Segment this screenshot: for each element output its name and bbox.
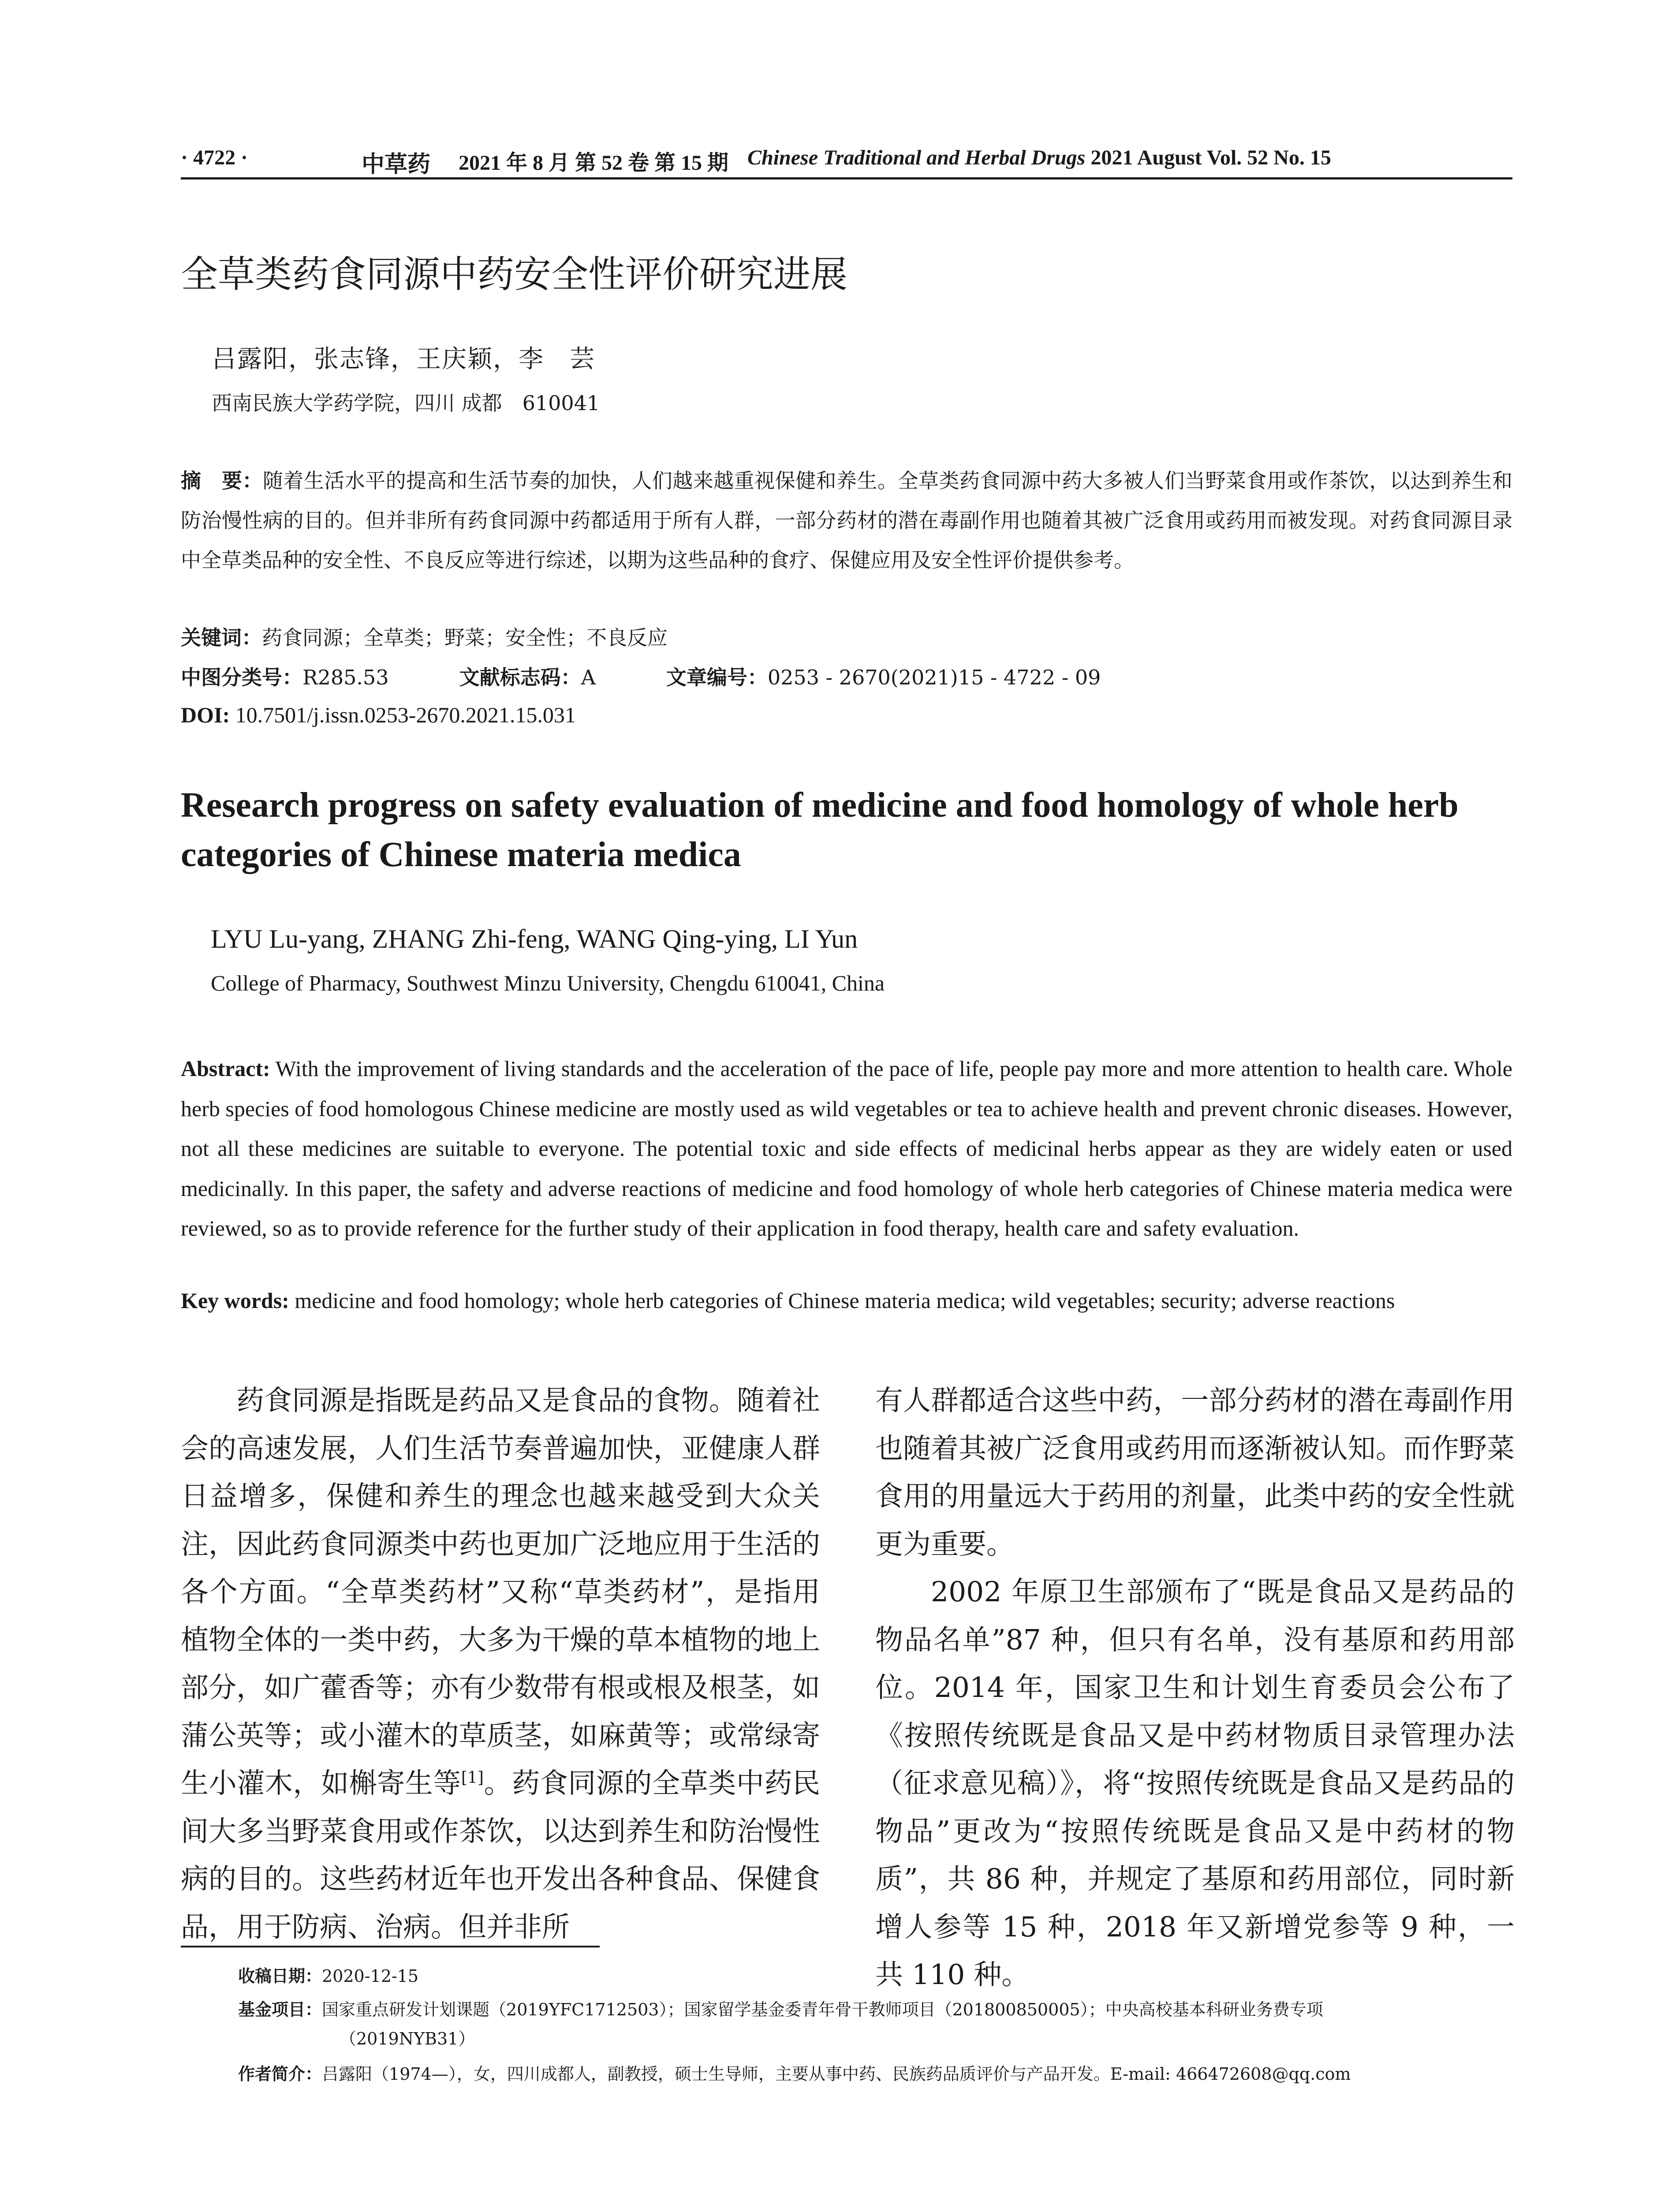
article-no-label: 文章编号：	[666, 665, 768, 689]
fund-value: 国家重点研发计划课题（2019YFC1712503）；国家留学基金委青年骨干教师项目（201800850005）；中央高校基本科研业务费专项	[322, 2000, 1323, 2019]
article-no-value: 0253 - 2670(2021)15 - 4722 - 09	[767, 665, 1101, 689]
abstract-en-text: With the improvement of living standards and the acceleration of the pace of life, people pay more and more attention to health care. Whole herb species of food homologous Chinese medicine are mostly used as wild vegetables or tea to achieve health and prevent chronic diseases. However, not all these medicines are suitable to everyone. The potential toxic and side effects of medicinal herbs appear as they are widely eaten or used medicinally. In this paper, the safety and adverse reactions of medicine and food homology of whole herb categories of Chinese materia medica were reviewed, so as to provide reference for the further study of their application in food therapy, health care and safety evaluation.	[181, 1056, 1512, 1241]
body-paragraph	[181, 1377, 820, 1951]
journal-issue-en	[747, 146, 1331, 170]
citation-ref[interactable]: [1]	[461, 1769, 484, 1787]
keywords-en-label: Key words:	[181, 1288, 289, 1313]
affiliation-en: College of Pharmacy, Southwest Minzu University, Chengdu 610041, China	[211, 971, 885, 995]
body-text: 。药食同源的全草类中药民间大多当野菜食用或作茶饮，以达到养生和防治慢性病的目的。这些药材近年也开发出各种食品、保健食品，用于防病、治病。但并非所	[181, 1767, 821, 1943]
received-label: 收稿日期：	[238, 1966, 322, 1986]
paper-title-cn: 全草类药食同源中药安全性评价研究进展	[181, 253, 848, 296]
fund-value-cont: （2019NYB31）	[340, 2029, 475, 2048]
abstract-cn-label: 摘 要：	[181, 469, 263, 493]
keywords-en	[181, 1288, 1512, 1313]
footnote-received	[238, 1962, 1517, 1991]
abstract-cn	[181, 461, 1512, 580]
clc-value: R285.53	[302, 665, 389, 689]
doi-row	[181, 702, 576, 728]
footnote-rule	[181, 1946, 600, 1947]
footnote-author	[238, 2059, 1517, 2089]
clc-label: 中图分类号：	[181, 665, 302, 689]
journal-name-cn: 中草药	[362, 152, 431, 177]
author-bio-label: 作者简介：	[238, 2064, 322, 2084]
keywords-en-text: medicine and food homology; whole herb categories of Chinese materia medica; wild vegetables; security; adverse reactions	[295, 1288, 1395, 1313]
page-number: · 4722 ·	[181, 146, 248, 169]
abstract-cn-text: 随着生活水平的提高和生活节奏的加快，人们越来越重视保健和养生。全草类药食同源中药大多被人们当野菜食用或作茶饮，以达到养生和防治慢性病的目的。但并非所有药食同源中药都适用于所有人群，一部分药材的潜在毒副作用也随着其被广泛食用或药用而被发现。对药食同源目录中全草类品种的安全性、不良反应等进行综述，以期为这些品种的食疗、保健应用及安全性评价提供参考。	[181, 469, 1512, 572]
footnote-fund	[238, 1995, 1517, 2053]
body-paragraph: 有人群都适合这些中药，一部分药材的潜在毒副作用也随着其被广泛食用或药用而逐渐被认知。而作野菜食用的用量远大于药用的剂量，此类中药的安全性就更为重要。	[875, 1384, 1515, 1560]
authors-cn: 吕露阳，张志锋，王庆颖，李 芸	[212, 345, 595, 374]
journal-name-en: Chinese Traditional and Herbal Drugs	[747, 146, 1086, 169]
running-header	[181, 146, 1512, 181]
authors-en: LYU Lu-yang, ZHANG Zhi-feng, WANG Qing-ying, LI Yun	[211, 924, 858, 953]
fund-label: 基金项目：	[238, 2000, 322, 2019]
body-column-right	[875, 1377, 1515, 1999]
author-bio-value: 吕露阳（1974—），女，四川成都人，副教授，硕士生导师，主要从事中药、民族药品质评价与产品开发。E-mail: 466472608@qq.com	[322, 2064, 1351, 2084]
header-rule	[181, 177, 1512, 179]
abstract-en-label: Abstract:	[181, 1056, 270, 1081]
keywords-cn-text: 药食同源；全草类；野菜；安全性；不良反应	[262, 626, 668, 650]
body-text: 药食同源是指既是药品又是食品的食物。随着社会的高速发展，人们生活节奏普遍加快，亚健康人群日益增多，保健和养生的理念也越来越受到大众关注，因此药食同源类中药也更加广泛地应用于生活的各个方面。“全草类药材”又称“草类药材”，是指用植物全体的一类中药，大多为干燥的草本植物的地上部分，如广藿香等；亦有少数带有根或根及根茎，如蒲公英等；或小灌木的草质茎，如麻黄等；或常绿寄生小灌木，如槲寄生等	[181, 1384, 820, 1799]
body-column-left	[181, 1377, 820, 1951]
paper-title-en: Research progress on safety evaluation of medicine and food homology of whole herb categories of Chinese materia medica	[181, 786, 1459, 874]
doi-value: 10.7501/j.issn.0253-2670.2021.15.031	[235, 703, 576, 727]
affiliation-cn: 西南民族大学药学院，四川 成都 610041	[212, 391, 600, 415]
issue-cn: 2021 年 8 月 第 52 卷 第 15 期	[459, 151, 729, 175]
doc-code-value: A	[581, 665, 596, 689]
classification-row	[181, 662, 1101, 691]
doc-code-label: 文献标志码：	[459, 665, 581, 689]
keywords-cn-label: 关键词：	[181, 626, 262, 650]
issue-en: 2021 August Vol. 52 No. 15	[1090, 146, 1331, 169]
abstract-en	[181, 1049, 1512, 1248]
keywords-cn	[181, 622, 668, 651]
received-value: 2020-12-15	[322, 1966, 419, 1986]
body-paragraph: 2002 年原卫生部颁布了“既是食品又是药品的物品名单”87 种，但只有名单，没有基原和药用部位。2014 年，国家卫生和计划生育委员会公布了《按照传统既是食品又是中药材物质目录管理办法（征求意见稿）》，将“按照传统既是食品又是药品的物品”更改为“按照传统既是食品又是中药材的物质”，共 86 种，并规定了基原和药用部位，同时新增人参等 15 种，2018 年又新增党参等 9 种，一共 110 种。	[875, 1576, 1515, 1991]
doi-label: DOI:	[181, 703, 230, 727]
